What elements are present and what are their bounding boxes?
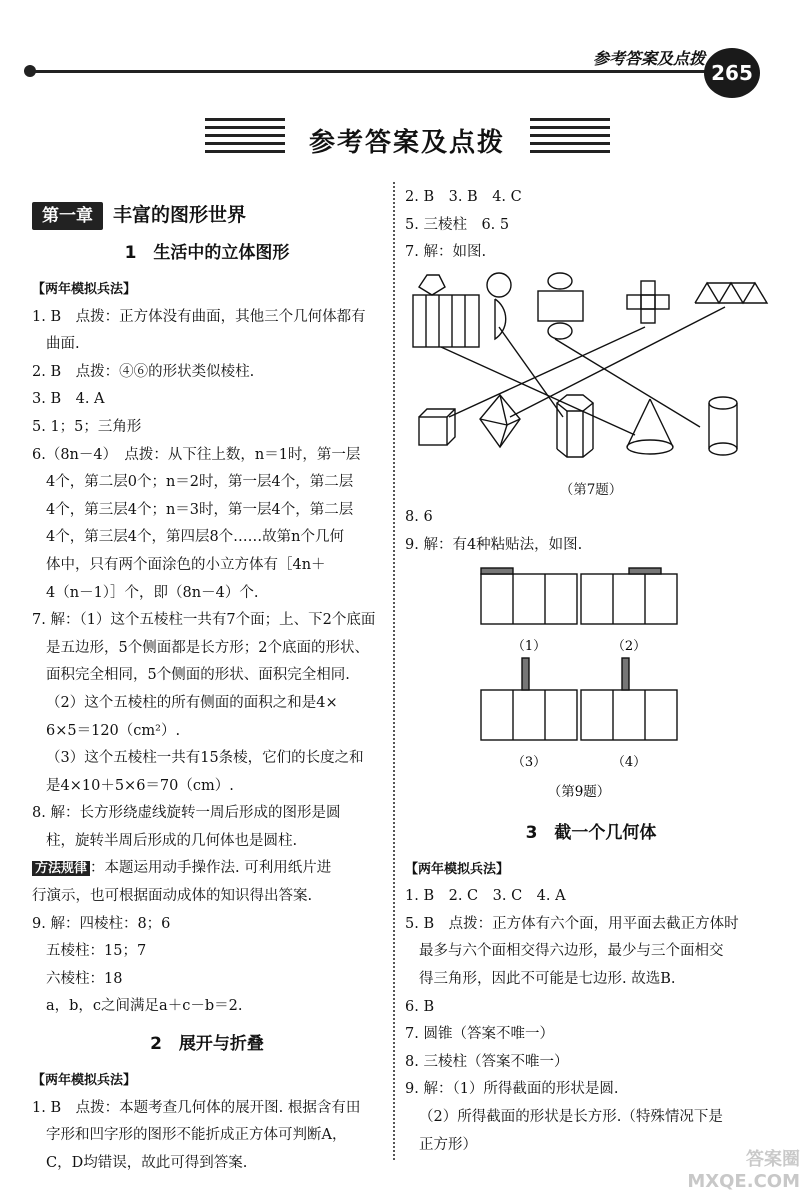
figure-7-diagram (405, 267, 777, 477)
answer-line: a，b，c之间满足a＋c－b＝2. (46, 998, 243, 1015)
figure-caption: （第7题） (559, 481, 623, 498)
answer-line: 行演示，也可根据面动成体的知识得出答案. (32, 888, 313, 905)
answer-line: 1. B 2. C 3. C 4. A (405, 888, 566, 905)
answer-line: 曲面. (46, 336, 80, 353)
answer-line: 是4×10＋5×6＝70（cm）. (46, 777, 234, 794)
answer-line: 2. B 3. B 4. C (405, 189, 522, 205)
answer-line: 6. B (405, 998, 435, 1015)
answer-line: 最多与六个面相交得六边形，最少与三个面相交 (419, 943, 724, 960)
fig9-label: （4） (611, 754, 647, 770)
section-title: 1 生活中的立体图形 (124, 243, 290, 263)
answer-line: 8. 三棱柱（答案不唯一） (405, 1053, 569, 1070)
answer-line: 1. B 点拨：正方体没有曲面，其他三个几何体都有 (32, 308, 366, 325)
answer-line: 得三角形，因此不可能是七边形. 故选B. (419, 970, 676, 987)
method-note (32, 855, 382, 883)
chapter-heading (32, 202, 382, 230)
section-tag: 【两年模拟兵法】 (32, 1073, 137, 1089)
fig9-label: （1） (511, 638, 547, 654)
answer-line: 7. 解：（1）这个五棱柱一共有7个面；上、下2个底面 (32, 612, 376, 629)
answer-line: 5. 三棱柱 6. 5 (405, 216, 510, 233)
answer-line: 4个，第二层0个；n＝2时，第一层4个，第二层 (46, 474, 354, 491)
answer-line: 柱，旋转半周后形成的几何体也是圆柱. (46, 832, 298, 849)
section-title: 3 截一个几何体 (525, 822, 657, 843)
answer-line: 3. B 4. A (32, 391, 105, 408)
answer-line: 1. B 点拨：本题考查几何体的展开图. 根据含有田 (32, 1099, 361, 1116)
fig9-label: （2） (611, 638, 647, 654)
watermark: 答案圈 MXQE.COM (687, 1149, 800, 1192)
answer-line: （2）所得截面的形状是长方形.（特殊情况下是 (419, 1108, 723, 1125)
answer-line: 2. B 点拨：④⑥的形状类似棱柱. (32, 363, 255, 380)
answer-line: 6.（8n－4） 点拨：从下往上数，n＝1时，第一层 (32, 446, 361, 463)
answer-line: 7. 圆锥（答案不唯一） (405, 1026, 554, 1043)
answer-line: 是五边形，5个侧面都是长方形；2个底面的形状、 (46, 639, 369, 656)
fig9-label: （3） (511, 754, 547, 770)
answer-line: （3）这个五棱柱一共有15条棱，它们的长度之和 (46, 750, 364, 767)
answer-line: 7. 解：如图. (405, 244, 487, 261)
answer-line: 9. 解：四棱柱：8；6 (32, 915, 171, 932)
answer-line: 五棱柱：15；7 (46, 943, 147, 960)
method-text: ：本题运用动手操作法. 可利用纸片进 (90, 860, 332, 877)
page-title-banner (205, 118, 610, 170)
title-deco-right (530, 118, 610, 168)
method-tag: 方法规律 (32, 861, 90, 876)
answer-line: 4个，第三层4个，第四层8个……故第n个几何 (46, 529, 345, 546)
answer-line: 5. 1；5；三角形 (32, 418, 142, 435)
answer-line: 正方形） (419, 1136, 477, 1153)
answer-line: 5. B 点拨：正方体有六个面，用平面去截正方体时 (405, 915, 739, 932)
figure-caption: （第9题） (547, 783, 611, 800)
chapter-title: 丰富的图形世界 (113, 204, 247, 227)
title-deco-left (205, 118, 285, 168)
answer-line: 9. 解：（1）所得截面的形状是圆. (405, 1081, 619, 1098)
left-column (32, 190, 382, 1177)
section-tag: 【两年模拟兵法】 (405, 861, 510, 877)
answer-line: 六棱柱：18 (46, 970, 123, 987)
answer-line: 体中，只有两个面涂色的小立方体有［4n＋ (46, 556, 326, 573)
answer-line: 4（n－1）］个，即（8n－4）个. (46, 584, 259, 601)
column-divider (393, 182, 395, 1160)
answer-line: （2）这个五棱柱的所有侧面的面积之和是4× (46, 694, 338, 711)
answer-line: 面积完全相同，5个侧面的形状、面积完全相同. (46, 667, 350, 684)
answer-line: 4个，第三层4个；n＝3时，第一层4个，第二层 (46, 501, 354, 518)
answer-line: 9. 解：有4种粘贴法，如图. (405, 536, 583, 553)
chapter-badge: 第一章 (32, 202, 103, 230)
answer-line: 6×5＝120（cm²）. (46, 722, 181, 739)
answer-line: C，D均错误，故此可得到答案. (46, 1154, 248, 1171)
page-title: 参考答案及点拨 (308, 128, 505, 158)
section-title: 2 展开与折叠 (150, 1034, 264, 1055)
answer-line: 8. 解：长方形绕虚线旋转一周后形成的图形是圆 (32, 805, 341, 822)
figure-9-diagram (405, 560, 777, 810)
answer-line: 字形和凹字形的图形不能折成正方体可判断A， (46, 1127, 347, 1144)
section-tag: 【两年模拟兵法】 (32, 282, 137, 297)
running-title: 参考答案及点拨 (592, 49, 705, 68)
right-column (405, 184, 777, 1159)
page-number: 265 (704, 48, 760, 98)
answer-line: 8. 6 (405, 509, 433, 526)
header-rule (30, 70, 720, 73)
